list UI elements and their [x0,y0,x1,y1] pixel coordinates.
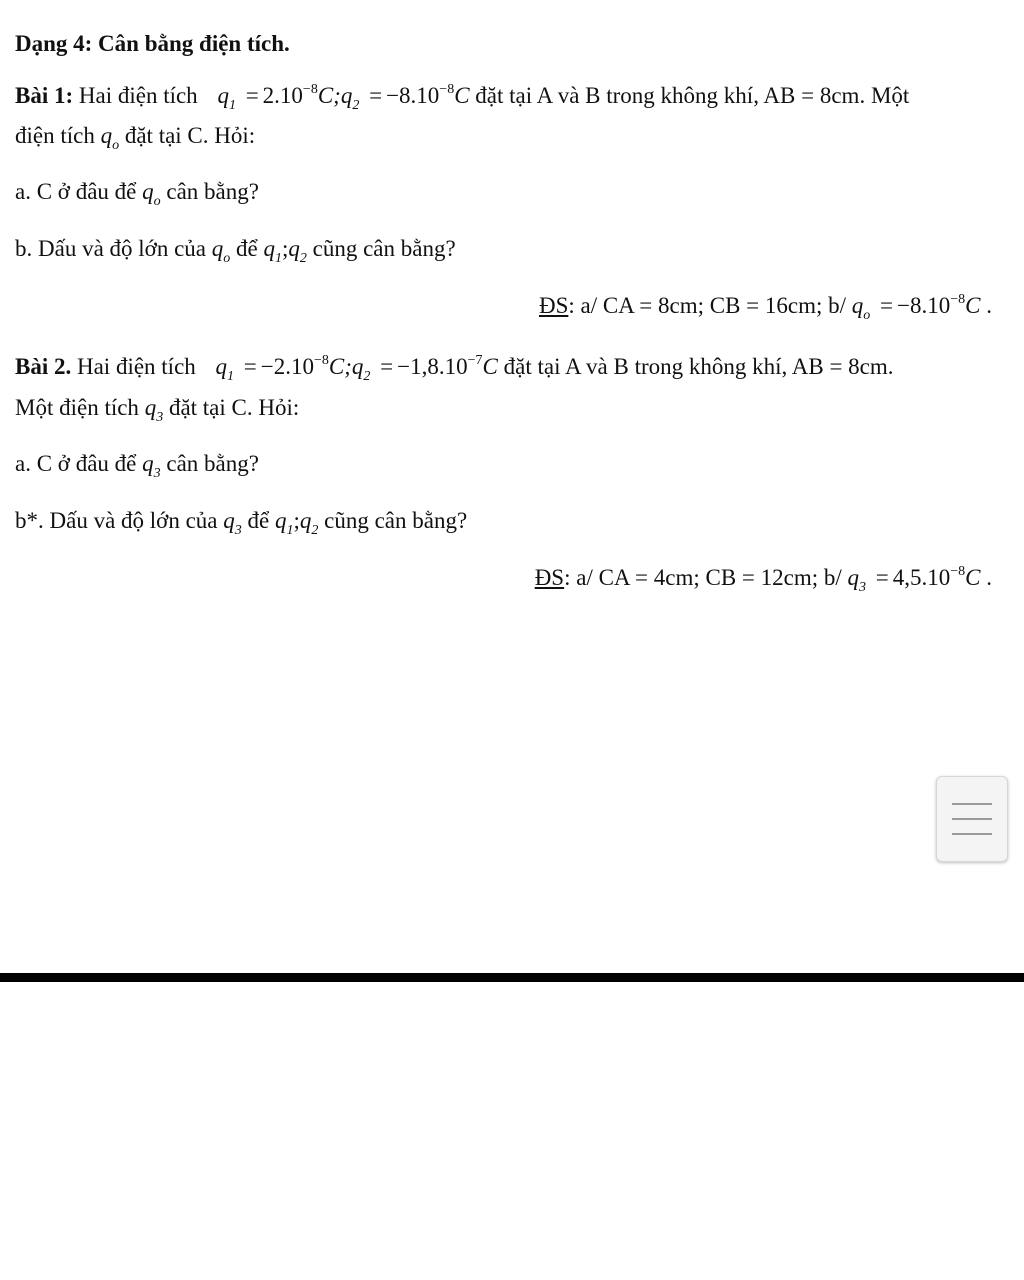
bai1-question-b [15,236,456,266]
bai2-b-pre: b*. Dấu và độ lớn của [15,508,218,533]
bai2-answer-exp: −8 [950,564,966,579]
bai1-line2-pre: điện tích [15,123,95,148]
hamburger-icon-line [952,833,992,835]
bai1-b-pre: b. Dấu và độ lớn của [15,236,206,261]
bai1-b-q1-sub: 1 [274,251,282,266]
bai1-b-mid: để [236,236,258,261]
bai1-b-post: cũng cân bằng? [312,236,456,261]
bai2-q1-sub: 1 [227,369,235,384]
bai2-label: Bài 2. [15,354,72,379]
hamburger-icon [952,803,992,805]
bai2-answer-q3-sub: 3 [859,580,867,595]
bai2-q2-exp: −7 [467,353,483,368]
bai2-q1-value: −2.10 [260,354,314,379]
bai2-b-q3-sub: 3 [234,523,242,538]
bai1-line2 [15,123,256,153]
bai2-q1-symbol: q [215,354,228,379]
bai1-line1 [15,82,910,113]
bai2-q1-unit: C; [328,354,352,379]
bai2-q2-unit: C [482,354,498,379]
bai2-answer [534,564,992,595]
bai2-q1-exp: −8 [314,353,329,368]
bai2-b-mid: để [247,508,270,533]
bai2-answer-q3-symbol: q [847,565,860,590]
bai2-q3-sub: 3 [156,410,164,425]
bai1-q0-symbol: q [100,123,113,148]
bai2-line2-post: đặt tại C. Hỏi: [168,395,300,420]
bai2-answer-eq: = [875,565,889,590]
bai2-q2-eq: = [380,354,394,379]
bai2-question-a [15,451,259,481]
bai1-a-q0-sub: o [153,194,161,209]
bai2-q2-symbol: q [351,354,364,379]
bai2-question-b [15,508,468,538]
bai1-q1-unit: C; [317,83,341,108]
bai1-b-q1-symbol: q [263,236,275,261]
bai1-answer-exp: −8 [950,292,966,307]
bai2-answer-unit: C [965,565,981,590]
bai1-answer [538,292,992,323]
bai2-answer-label: ĐS [534,565,565,590]
bai1-tail: đặt tại A và B trong không khí, AB = 8cm. Một [475,83,910,108]
bai1-q2-exp: −8 [439,82,455,97]
bai1-b-q0-symbol: q [211,236,224,261]
bai1-q1-value: 2.10 [262,83,303,108]
bai2-answer-value: 4,5.10 [892,565,951,590]
bai2-a-q3-symbol: q [142,451,154,476]
bai1-answer-unit: C [965,293,981,318]
bai1-answer-q0-symbol: q [851,293,864,318]
heading-text: Dạng 4: Cân bằng điện tích. [15,31,290,56]
bai2-line2 [15,395,300,425]
bai2-b-q2-sub: 2 [311,523,319,538]
bai2-a-q3-sub: 3 [153,466,161,481]
bai1-answer-period: . [986,293,992,318]
bai2-b-q1-sub: 1 [286,523,294,538]
bai1-b-semicolon: ; [281,236,289,261]
bai1-q2-unit: C [454,83,470,108]
bai1-q0-sub: o [112,138,120,153]
bai2-line2-pre: Một điện tích [15,395,139,420]
bai1-q1-eq: = [245,83,259,108]
bai1-b-q2-sub: 2 [299,251,307,266]
bai2-answer-period: . [986,565,992,590]
bai1-q2-symbol: q [340,83,353,108]
bai2-b-q2-symbol: q [299,508,312,533]
bai1-answer-value: −8.10 [897,293,951,318]
bai1-q2-eq: = [369,83,383,108]
bai2-q2-value: −1,8.10 [397,354,468,379]
bai1-answer-text: : a/ CA = 8cm; CB = 16cm; b/ [568,293,847,318]
bai2-answer-text: : a/ CA = 4cm; CB = 12cm; b/ [564,565,842,590]
bai1-q1-symbol: q [217,83,229,108]
hamburger-icon-line [952,818,992,820]
bai1-question-a [15,179,259,209]
menu-button[interactable] [936,776,1008,862]
bai2-q3-symbol: q [144,395,157,420]
bai1-q1-exp: −8 [302,82,318,97]
bai1-intro: Hai điện tích [78,83,198,108]
bai1-a-q0-symbol: q [142,179,154,204]
bai2-line1 [15,353,894,384]
bai2-b-q1-symbol: q [274,508,287,533]
bai2-intro: Hai điện tích [76,354,196,379]
bai2-a-pre: a. C ở đâu để [15,451,137,476]
bai1-q2-value: −8.10 [386,83,440,108]
bai2-b-q3-symbol: q [223,508,235,533]
bai1-line2-post: đặt tại C. Hỏi: [124,123,256,148]
bai2-b-post: cũng cân bằng? [324,508,468,533]
page-title [15,32,290,55]
bai1-a-post: cân bằng? [166,179,259,204]
bai1-q1-sub: 1 [228,98,236,113]
bai2-a-post: cân bằng? [166,451,259,476]
bai2-b-semicolon: ; [293,508,300,533]
bai1-answer-label: ĐS [538,293,569,318]
bai1-label: Bài 1: [15,83,74,108]
bai1-b-q0-sub: o [223,251,231,266]
bai2-tail: đặt tại A và B trong không khí, AB = 8cm. [503,354,894,379]
divider-bar [0,973,1024,982]
bai2-q2-sub: 2 [363,369,371,384]
bai1-answer-eq: = [880,293,894,318]
bai1-a-pre: a. C ở đâu để [15,179,137,204]
bai1-answer-q0-sub: o [863,308,871,323]
bai1-q2-sub: 2 [352,98,360,113]
bai1-b-q2-symbol: q [288,236,300,261]
bai2-q1-eq: = [243,354,257,379]
